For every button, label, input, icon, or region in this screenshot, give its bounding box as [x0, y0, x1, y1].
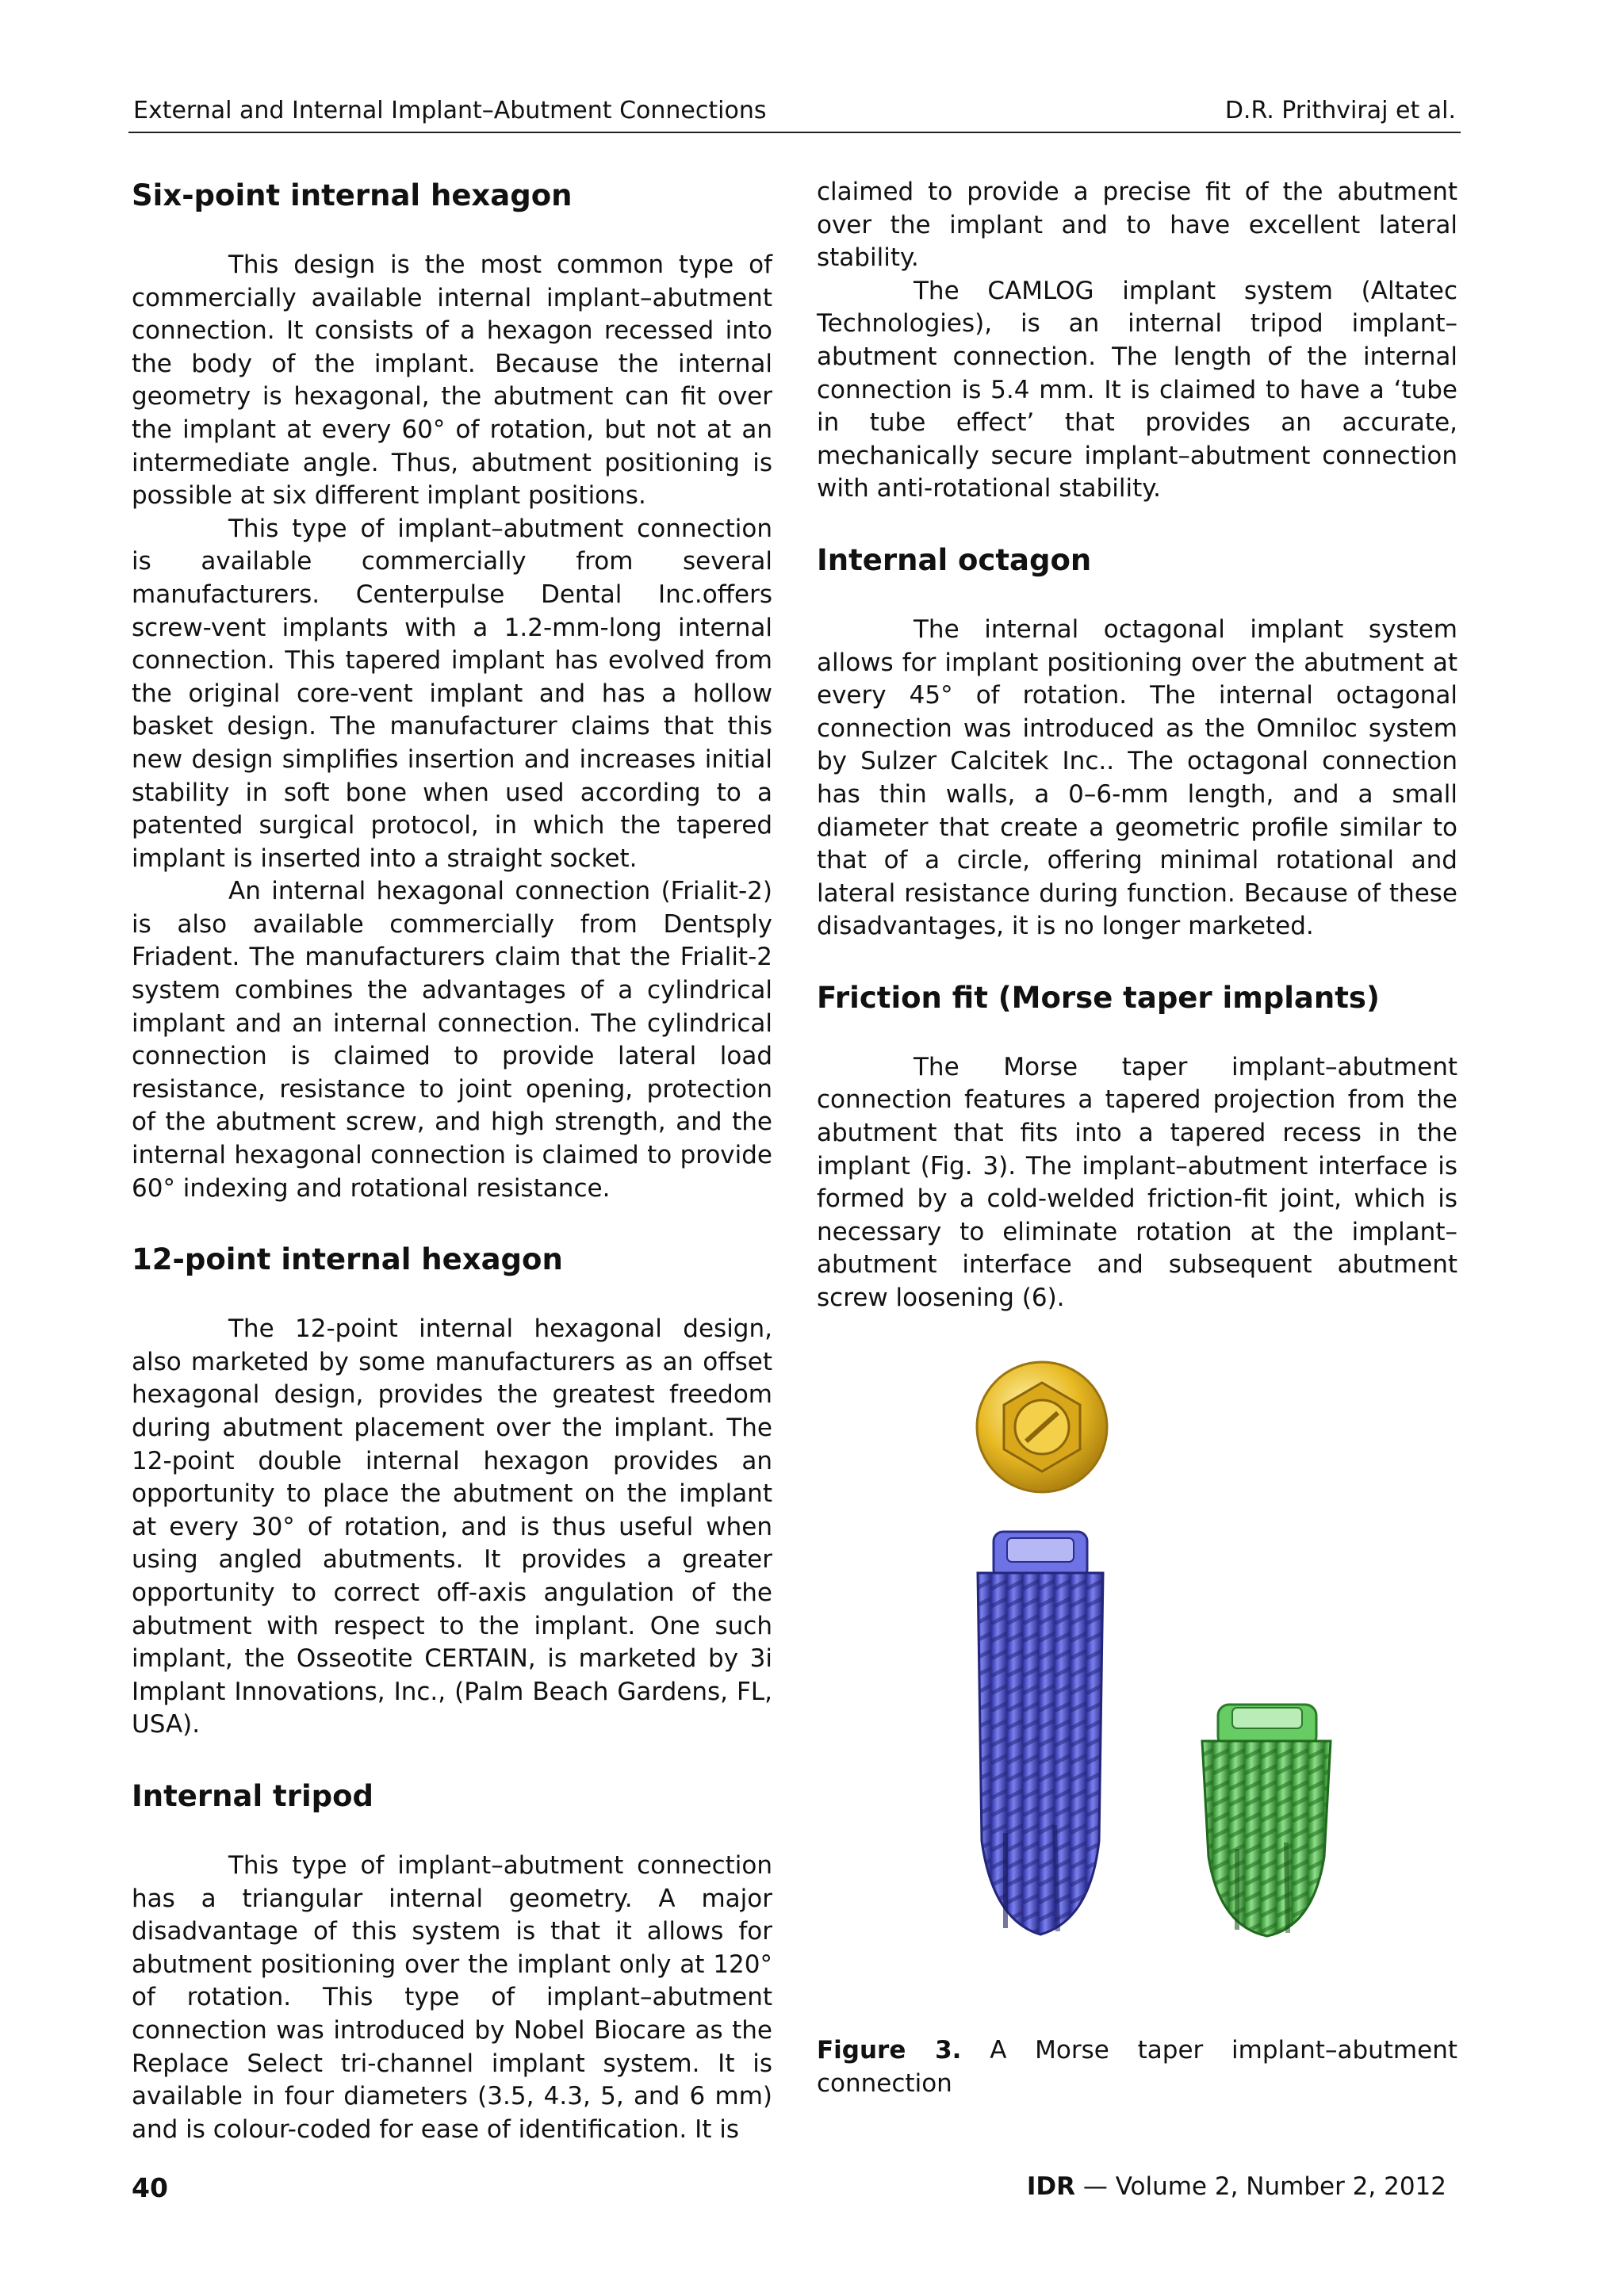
paragraph: The internal octagonal implant system allows for implant positioning over the abutment at every 45° of rotation. The internal octagonal connection was introduced as the Omniloc system by Sulzer Calcitek Inc.. The octagonal connection has thin walls, a 0–6-mm length, and a small diameter that create a geometric profile similar to that of a circle, offering minimal rotational and lateral resistance during function. Because of these disadvantages, it is no longer marketed. — [817, 614, 1457, 941]
caption-text: A Morse taper implant–abutment connection — [817, 2036, 1457, 2098]
blue-implant — [978, 1532, 1103, 1934]
paragraph: The Morse taper implant–abutment connection features a tapered projection from the abutment that fits into a tapered recess in the implant (Fig. 3). The implant–abutment interface is formed by a cold-welded friction-fit joint, which is necessary to eliminate rotation at the implant–abutment interface and subsequent abutment screw loosening (6). — [817, 1052, 1457, 1313]
implant-illustration — [817, 1349, 1451, 1976]
journal-issue: — Volume 2, Number 2, 2012 — [1075, 2172, 1446, 2201]
paragraph: The CAMLOG implant system (Altatec Technologies), is an internal tripod implant–abutment connection. The length of the internal connection is 5.4 mm. It is claimed to have a ‘tube in tube effect’ that provides an accurate, mechanically secure implant–abutment connection with anti-rotational stability. — [817, 276, 1457, 503]
caption-label: Figure 3. — [817, 2036, 962, 2064]
left-column — [132, 176, 772, 2146]
journal-name: IDR — [1026, 2172, 1075, 2201]
gold-abutment — [977, 1362, 1107, 1492]
header-title: External and Internal Implant–Abutment Connections — [133, 97, 767, 124]
journal-info — [1027, 2172, 1446, 2201]
figure-3-image — [817, 1349, 1451, 1976]
paragraph: The 12-point internal hexagonal design, also marketed by some manufacturers as an offset hexagonal design, provides the greatest freedom during abutment placement over the implant. The 12-point double internal hexagon provides an opportunity to place the abutment on the implant at every 30° of rotation, and is thus useful when using angled abutments. It provides a greater opportunity to correct off-axis angulation of the abutment with respect to the implant. One such implant, the Osseotite CERTAIN, is marketed by 3i Implant Innovations, Inc., (Palm Beach Gardens, FL, USA). — [132, 1314, 772, 1739]
paragraph: This design is the most common type of commercially available internal implant–abutment connection. It consists of a hexagon recessed into the body of the implant. Because the internal geometry is hexagonal, the abutment can fit over the implant at every 60° of rotation, but not at an intermediate angle. Thus, abutment positioning is possible at six different implant positions. — [132, 251, 772, 511]
paragraph: This type of implant–abutment connection has a triangular internal geometry. A major disadvantage of this system is that it allows for abutment positioning over the implant only at 120° of rotation. This type of implant–abutment connection was introduced by Nobel Biocare as the Replace Select tri-channel implant system. It is available in four diameters (3.5, 4.3, 5, and 6 mm) and is colour-coded for ease of identification. It is — [132, 1850, 772, 2144]
page-number: 40 — [132, 2172, 168, 2203]
figure-caption — [817, 2034, 1457, 2100]
section-title-six-point: Six-point internal hexagon — [132, 178, 573, 212]
right-column — [817, 176, 1457, 1315]
section-title-internal-tripod: Internal tripod — [132, 1778, 374, 1813]
paragraph: claimed to provide a precise fit of the abutment over the implant and to have excellent lateral stability. — [817, 178, 1457, 273]
header-authors: D.R. Prithviraj et al. — [1224, 97, 1456, 124]
section-title-friction-fit: Friction fit (Morse taper implants) — [817, 980, 1380, 1015]
section-title-12-point: 12-point internal hexagon — [132, 1242, 563, 1277]
paragraph: This type of implant–abutment connection is available commercially from several manufacturers. Centerpulse Dental Inc.offers screw-vent implants with a 1.2-mm-long internal connection. This tapered implant has evolved from the original core-vent implant and has a hollow basket design. The manufacturer claims that this new design simplifies insertion and increases initial stability in soft bone when used according to a patented surgical protocol, in which the tapered implant is inserted into a straight socket. — [132, 514, 772, 873]
running-header — [128, 94, 1461, 133]
green-implant — [1202, 1705, 1331, 1936]
section-title-internal-octagon: Internal octagon — [817, 542, 1092, 577]
paragraph: An internal hexagonal connection (Frialit-2) is also available commercially from Dentsply Friadent. The manufacturers claim that the Frialit-2 system combines the advantages of a cylindrical implant and an internal connection. The cylindrical connection is claimed to provide lateral load resistance, resistance to joint opening, protection of the abutment screw, and high strength, and the internal hexagonal connection is claimed to provide 60° indexing and rotational resistance. — [132, 877, 772, 1203]
